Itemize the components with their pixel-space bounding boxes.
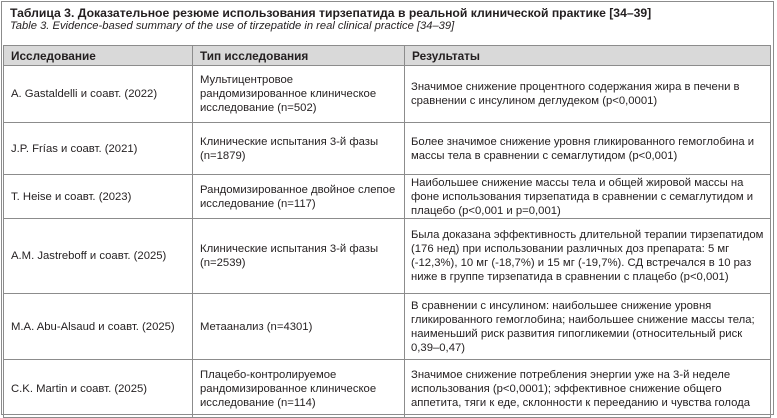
cell-results: Наибольшее снижение массы тела и общей жировой массы на фоне использования тирзепатида в сравнении с семаглутидом и плацебо (p<0,001 и p=0,001) xyxy=(405,175,771,219)
cell-study-type: Клинические испытания 3-й фазы (n=2539) xyxy=(193,219,405,294)
cell-results: Значимое снижение потребления энергии уже на 3-й неделе использования (p<0,0001); эффективное снижение общего аппетита, тяги к еде, склонности к переедaнию и чувства голода xyxy=(405,360,771,418)
cell-results: Более значимое снижение уровня гликированного гемоглобина и массы тела в сравнении с семаглутидом (p<0,001) xyxy=(405,123,771,175)
evidence-table xyxy=(3,45,771,418)
header-row xyxy=(4,46,771,66)
table-row xyxy=(4,175,771,219)
cell-study: J.P. Frías и соавт. (2021) xyxy=(4,123,193,175)
table-row xyxy=(4,360,771,418)
cell-results: Была доказана эффективность длительной терапии тирзепатидом (176 нед) при использовании различных доз препарата: 5 мг (-12,3%), 10 мг (-18,7%) и 15 мг (-19,7%). СД встречался в 10 раз ниже в группе тирзепатида в сравнении с плацебо (p<0,001) xyxy=(405,219,771,294)
table-row xyxy=(4,294,771,360)
cell-study-type: Клинические испытания 3-й фазы (n=1879) xyxy=(193,123,405,175)
table-row xyxy=(4,66,771,123)
caption-title-ru: Таблица 3. Доказательное резюме использования тирзепатида в реальной клинической практике [34–39] xyxy=(10,6,652,20)
cell-study: A. Gastaldelli и соавт. (2022) xyxy=(4,66,193,123)
cell-study: C.K. Martin и соавт. (2025) xyxy=(4,360,193,418)
cell-study: A.M. Jastreboff и соавт. (2025) xyxy=(4,219,193,294)
cell-study-type: Мультицентровое рандомизированное клиническое исследование (n=502) xyxy=(193,66,405,123)
cell-study-type: Плацебо-контролируемое рандомизированное клиническое исследование (n=114) xyxy=(193,360,405,418)
cell-study: M.A. Abu-Alsaud и соавт. (2025) xyxy=(4,294,193,360)
cell-results: Значимое снижение процентного содержания жира в печени в сравнении с инсулином деглудеком (p<0,0001) xyxy=(405,66,771,123)
cell-study-type: Метаанализ (n=4301) xyxy=(193,294,405,360)
header-study: Исследование xyxy=(4,46,193,66)
header-study-type: Тип исследования xyxy=(193,46,405,66)
table-row xyxy=(4,219,771,294)
cell-study: T. Heise и соавт. (2023) xyxy=(4,175,193,219)
cell-study-type: Рандомизированное двойное слепое исследование (n=117) xyxy=(193,175,405,219)
table-row xyxy=(4,123,771,175)
caption-title-en: Table 3. Evidence-based summary of the use of tirzepatide in real clinical practice [34–39] xyxy=(10,20,455,32)
table-caption xyxy=(10,6,770,33)
header-results: Результаты xyxy=(405,46,771,66)
cell-results: В сравнении с инсулином: наибольшее снижение уровня гликированного гемоглобина; наибольшее снижение массы тела; наименьший риск развития гипогликемии (относительный риск 0,39–0,47) xyxy=(405,294,771,360)
